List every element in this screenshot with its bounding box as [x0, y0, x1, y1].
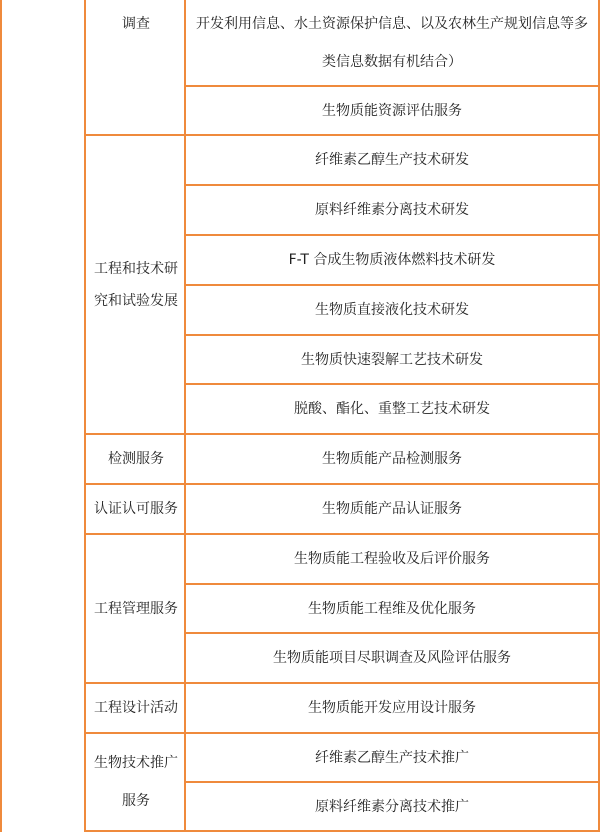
category-cell — [86, 535, 186, 682]
category-label: 工程设计活动 — [94, 700, 178, 716]
item-cell — [186, 684, 598, 732]
item-cell — [186, 0, 598, 85]
category-cell — [86, 684, 186, 732]
category-cell — [86, 734, 186, 830]
item-label: 开发利用信息、水土资源保护信息、以及农林生产规划信息等多类信息数据有机结合） — [196, 15, 588, 70]
item-cell — [186, 435, 598, 483]
item-cell — [186, 186, 598, 234]
item-cell — [186, 783, 598, 830]
category-cell — [86, 8, 186, 38]
item-cell — [186, 236, 598, 284]
item-cell — [186, 385, 598, 433]
item-label: 生物质能资源评估服务 — [322, 102, 462, 119]
item-label: 生物质直接液化技术研发 — [315, 302, 469, 318]
item-label: 脱酸、酯化、重整工艺技术研发 — [294, 401, 490, 417]
item-label: 生物质能工程维及优化服务 — [308, 600, 476, 617]
item-cell — [186, 734, 598, 781]
item-label: 纤维素乙醇生产技术推广 — [315, 749, 469, 766]
table-border-left — [0, 0, 2, 832]
category-label: 调查 — [122, 16, 150, 32]
item-label: 生物质能项目尽职调查及风险评估服务 — [273, 650, 511, 666]
item-cell — [186, 336, 598, 383]
item-label: 生物质能产品检测服务 — [322, 451, 462, 467]
category-cell — [86, 485, 186, 533]
item-cell — [186, 87, 598, 134]
category-cell — [86, 136, 186, 433]
category-cell — [86, 435, 186, 483]
item-label: F-T 合成生物质液体燃料技术研发 — [288, 252, 496, 268]
item-label: 原料纤维素分离技术研发 — [315, 202, 469, 218]
item-label: 纤维素乙醇生产技术研发 — [315, 152, 469, 168]
item-cell — [186, 634, 598, 682]
category-label: 认证认可服务 — [94, 501, 178, 517]
item-cell — [186, 485, 598, 533]
item-cell — [186, 136, 598, 184]
item-cell — [186, 585, 598, 632]
category-label: 工程管理服务 — [94, 600, 178, 617]
item-cell — [186, 535, 598, 583]
item-label: 生物质快速裂解工艺技术研发 — [301, 351, 483, 368]
item-label: 生物质能开发应用设计服务 — [308, 700, 476, 716]
item-cell — [186, 286, 598, 334]
item-label: 生物质能工程验收及后评价服务 — [294, 551, 490, 567]
item-label: 生物质能产品认证服务 — [322, 501, 462, 517]
category-label: 检测服务 — [108, 451, 164, 467]
item-label: 原料纤维素分离技术推广 — [315, 798, 469, 815]
category-label: 生物技术推广服务 — [94, 755, 178, 809]
category-label: 工程和技术研究和试验发展 — [94, 260, 178, 309]
